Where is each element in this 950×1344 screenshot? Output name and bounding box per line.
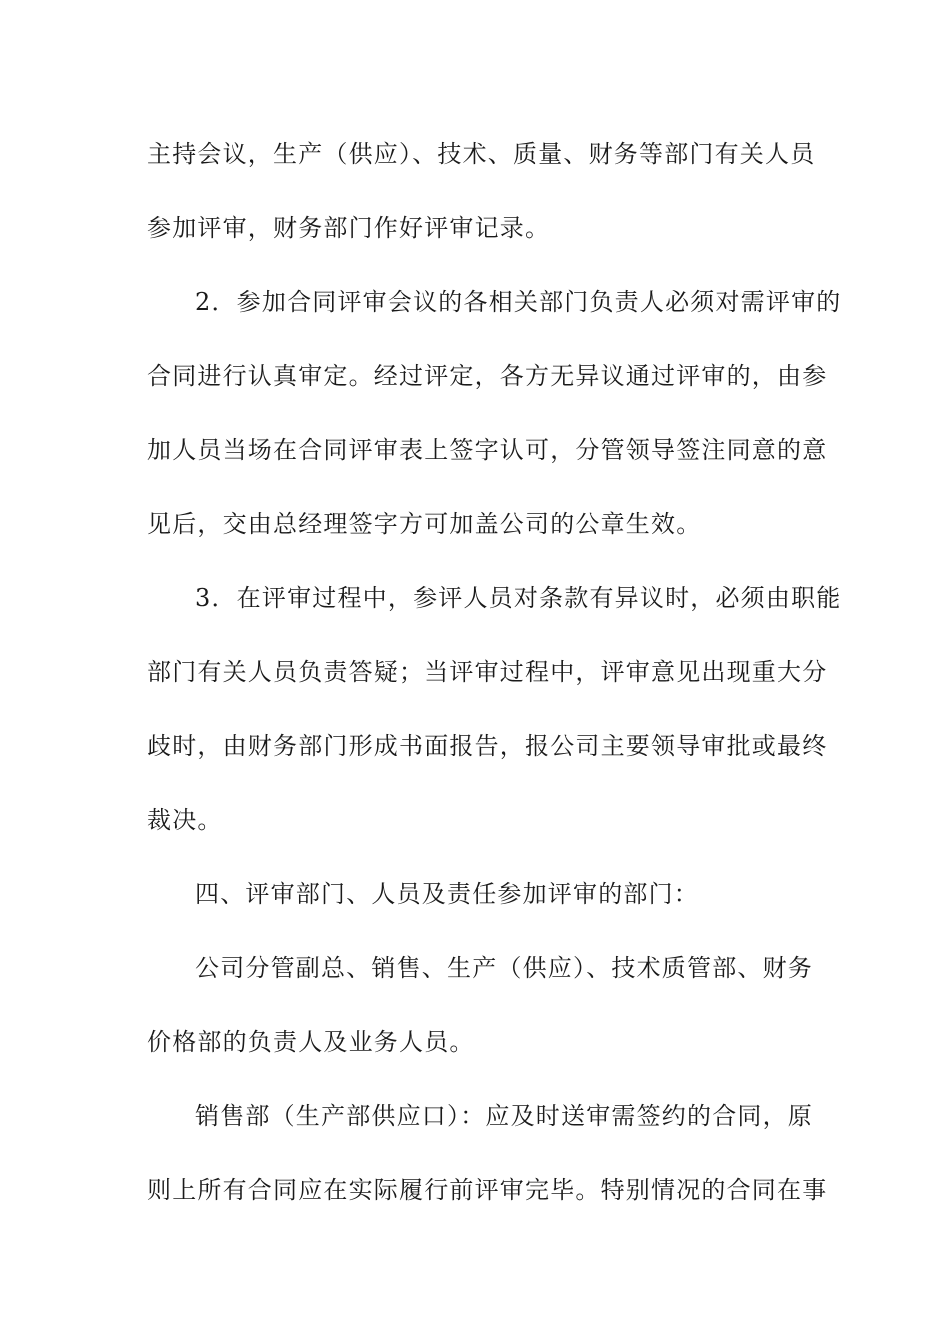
text-line: 见后，交由总经理签字方可加盖公司的公章生效。	[147, 510, 702, 538]
text-line: 价格部的负责人及业务人员。	[147, 1028, 475, 1056]
text-line: 歧时，由财务部门形成书面报告，报公司主要领导审批或最终	[147, 732, 828, 760]
text-line: 公司分管副总、销售、生产（供应）、技术质管部、财务	[195, 954, 813, 982]
text-line: 3．在评审过程中，参评人员对条款有异议时，必须由职能	[195, 584, 842, 612]
text-line: 合同进行认真审定。经过评定，各方无异议通过评审的，由参	[147, 362, 828, 390]
text-line: 主持会议，生产（供应）、技术、质量、财务等部门有关人员	[147, 140, 816, 168]
section-heading: 四、评审部门、人员及责任参加评审的部门：	[195, 880, 699, 908]
text-line: 销售部（生产部供应口）：应及时送审需签约的合同，原	[195, 1102, 813, 1130]
text-line: 部门有关人员负责答疑；当评审过程中，评审意见出现重大分	[147, 658, 828, 686]
text-line: 则上所有合同应在实际履行前评审完毕。特别情况的合同在事	[147, 1176, 828, 1204]
text-line: 参加评审，财务部门作好评审记录。	[147, 214, 551, 242]
text-line: 2．参加合同评审会议的各相关部门负责人必须对需评审的	[195, 288, 842, 316]
text-line: 裁决。	[147, 806, 223, 834]
text-line: 加人员当场在合同评审表上签字认可，分管领导签注同意的意	[147, 436, 828, 464]
